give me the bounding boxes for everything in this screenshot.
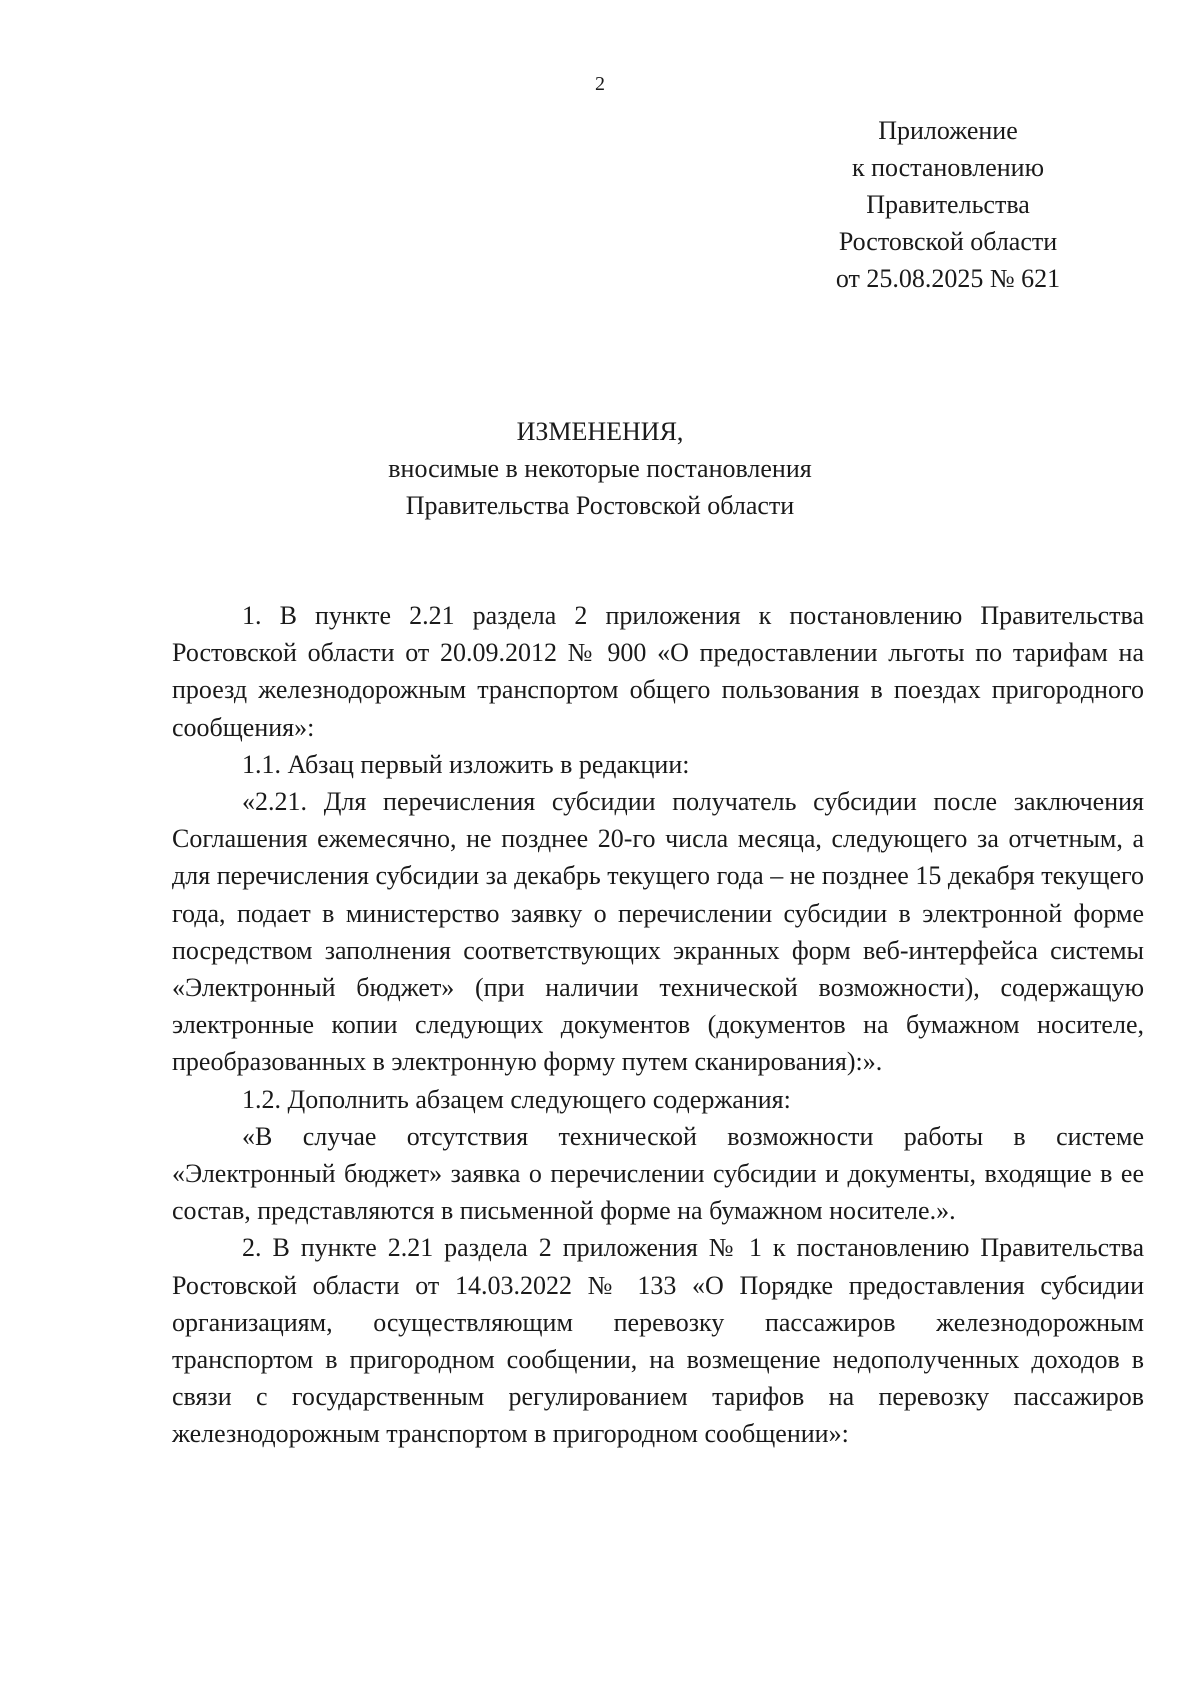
document-title bbox=[0, 413, 1200, 524]
paragraph-item-1: 1. В пункте 2.21 раздела 2 приложения к постановлению Правительства Ростовской области от 20.09.2012 № 900 «О предоставлении льготы по тарифам на проезд железнодорожным транспортом общего пользования в поездах пригородного сообщения»: bbox=[172, 601, 1144, 742]
paragraph-quote-addition: «В случае отсутствия технической возможности работы в системе «Электронный бюджет» заявка о перечислении субсидии и документы, входящие в ее состав, представляются в письменной форме на бумажном носителе.». bbox=[172, 1121, 1144, 1226]
title-subtitle-line-2: Правительства Ростовской области bbox=[405, 491, 795, 520]
paragraph-quote-2-21: «2.21. Для перечисления субсидии получатель субсидии после заключения Соглашения ежемесячно, не позднее 20-го числа месяца, следующего за отчетным, а для перечисления субсидии за декабрь текущего года – не позднее 15 декабря текущего года, подает в министерство заявку о перечислении субсидии в электронной форме посредством заполнения соответствующих экранных форм веб-интерфейса системы «Электронный бюджет» (при наличии технической возможности), содержащую электронные копии следующих документов (документов на бумажном носителе, преобразованных в электронную форму путем сканирования):». bbox=[172, 787, 1144, 1077]
appendix-header bbox=[820, 112, 1076, 297]
paragraph-item-1-2: 1.2. Дополнить абзацем следующего содержания: bbox=[242, 1084, 791, 1114]
paragraph-item-1-1: 1.1. Абзац первый изложить в редакции: bbox=[242, 749, 690, 779]
appendix-line-1: Приложение bbox=[878, 116, 1018, 145]
appendix-line-4: Ростовской области bbox=[838, 227, 1058, 256]
appendix-line-5: от 25.08.2025 № 621 bbox=[835, 264, 1061, 293]
document-body bbox=[172, 597, 1144, 1453]
paragraph-item-2: 2. В пункте 2.21 раздела 2 приложения № 1 к постановлению Правительства Ростовской области от 14.03.2022 № 133 «О Порядке предоставления субсидии организациям, осуществляющим перевозку пассажиров железнодорожным транспортом в пригородном сообщении, на возмещение недополученных доходов в связи с государственным регулированием тарифов на перевозку пассажиров железнодорожным транспортом в пригородном сообщении»: bbox=[172, 1233, 1144, 1449]
appendix-line-3: Правительства bbox=[866, 190, 1030, 219]
title-heading: ИЗМЕНЕНИЯ, bbox=[516, 417, 684, 446]
appendix-line-2: к постановлению bbox=[851, 153, 1045, 182]
page-number: 2 bbox=[595, 73, 605, 95]
title-subtitle-line-1: вносимые в некоторые постановления bbox=[388, 454, 812, 483]
